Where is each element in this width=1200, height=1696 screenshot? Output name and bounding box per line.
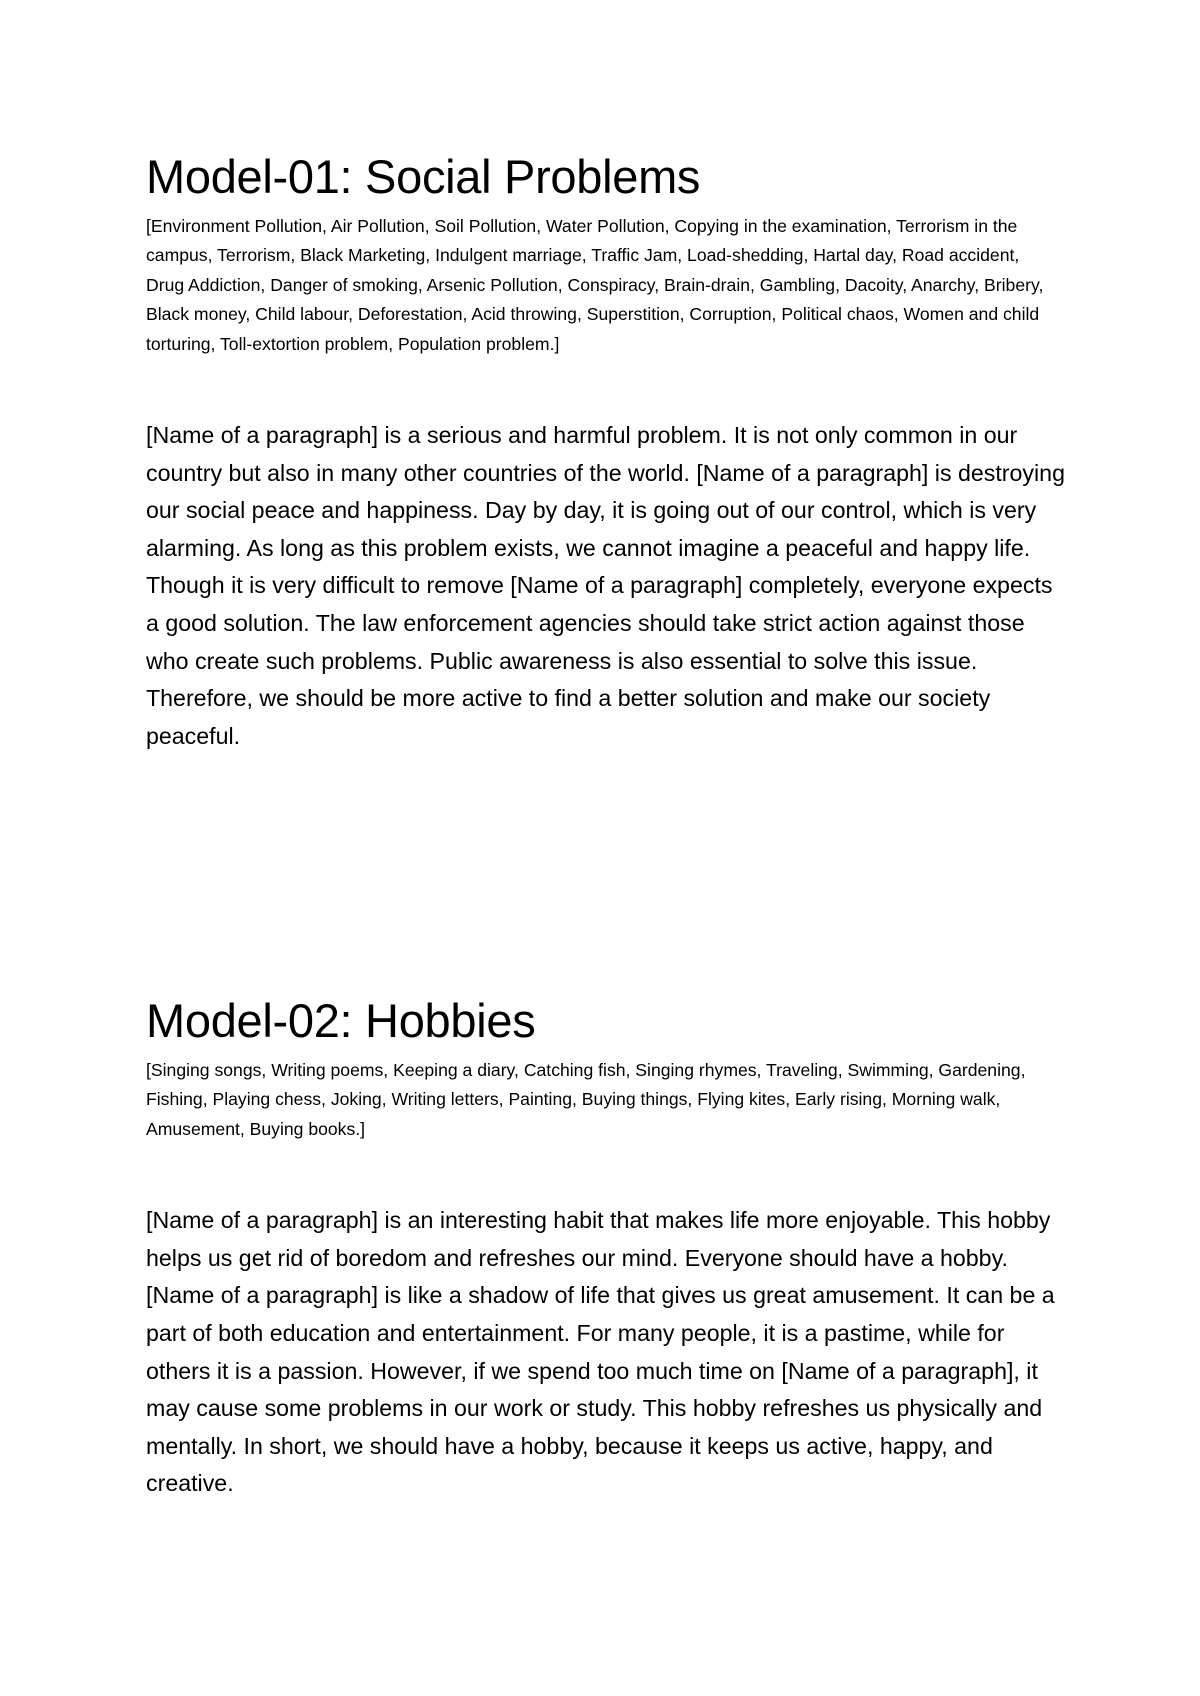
model-paragraph: [Name of a paragraph] is an interesting habit that makes life more enjoyable. This hobby helps us get rid of boredom and refreshes our mind. Everyone should have a hobby. [Name of a paragraph] is like a shadow of life that gives us great amusement. It can be a part of both education and entertainment. For many people, it is a pastime, while for others it is a passion. However, if we spend too much time on [Name of a paragraph], it may cause some problems in our work or study. This hobby refreshes us physically and mentally. In short, we should have a hobby, because it keeps us active, happy, and creative.: [146, 1207, 1055, 1497]
model-section-hobbies: [146, 994, 1066, 1503]
model-paragraph: [Name of a paragraph] is a serious and harmful problem. It is not only common in our country but also in many other countries of the world. [Name of a paragraph] is destroying our social peace and happiness. Day by day, it is going out of our control, which is very alarming. As long as this problem exists, we cannot imagine a peaceful and happy life. Though it is very difficult to remove [Name of a paragraph] completely, everyone expects a good solution. The law enforcement agencies should take strict action against those who create such problems. Public awareness is also essential to solve this issue. Therefore, we should be more active to find a better solution and make our society peaceful.: [146, 422, 1065, 749]
model-section-social-problems: [146, 150, 1066, 755]
topic-list: [Singing songs, Writing poems, Keeping a diary, Catching fish, Singing rhymes, Traveling, Swimming, Gardening, Fishing, Playing chess, Joking, Writing letters, Painting, Buying things, Flying kites, Early rising, Morning walk, Amusement, Buying books.]: [146, 1060, 1026, 1139]
section-title: Model-02: Hobbies: [146, 994, 536, 1047]
topic-list: [Environment Pollution, Air Pollution, Soil Pollution, Water Pollution, Copying in the examination, Terrorism in the campus, Terrorism, Black Marketing, Indulgent marriage, Traffic Jam, Load-shedding, Hartal day, Road accident, Drug Addiction, Danger of smoking, Arsenic Pollution, Conspiracy, Brain-drain, Gambling, Dacoity, Anarchy, Bribery, Black money, Child labour, Deforestation, Acid throwing, Superstition, Corruption, Political chaos, Women and child torturing, Toll-extortion problem, Population problem.]: [146, 216, 1044, 354]
section-title: Model-01: Social Problems: [146, 150, 701, 203]
